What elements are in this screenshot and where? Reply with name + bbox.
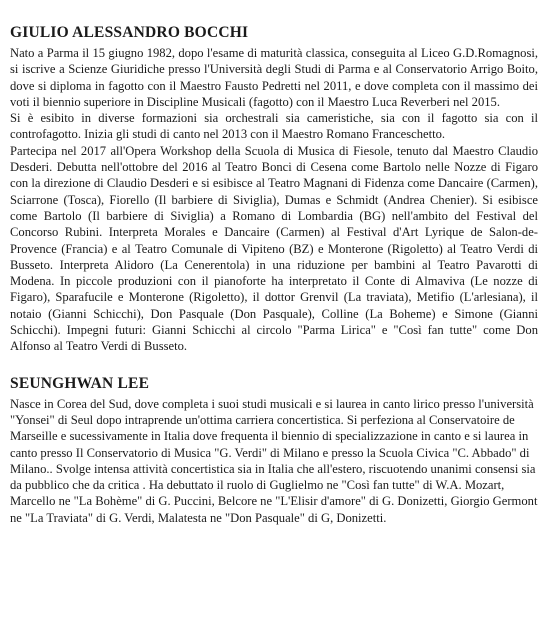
bio-paragraph: Si è esibito in diverse formazioni sia orchestrali sia cameristiche, sia con il fagotto sia con il controfagotto. Inizia gli studi di canto nel 2013 con il Maestro Romano Franceschetto. — [10, 111, 538, 142]
bio-paragraph: Nato a Parma il 15 giugno 1982, dopo l'esame di maturità classica, conseguita al Liceo G.D.Romagnosi, si iscrive a Scienze Giuridiche presso l'Università degli Studi di Parma e al Conservatorio Arrigo Boito, dove si diploma in fagotto con il Maestro Fausto Pedretti nel 2011, e dove completa con il massimo dei voti il biennio superiore in Discipline Musicali (fagotto) con il Maestro Luca Reverberi nel 2015. — [10, 46, 538, 109]
bio-paragraph: Nasce in Corea del Sud, dove completa i suoi studi musicali e si laurea in canto lirico presso l'università "Yonsei" di Seul dopo intraprende un'ottima carriera concertistica. Si perfeziona al Conservatoire de Marseille e sucessivamente in Italia dove frequenta il biennio di specializzazione in canto e si laurea in canto presso Il Conservatorio di Musica "G. Verdi" di Milano e presso la Scuola Civica "C. Abbado" di Milano.. Svolge intensa attività concertistica sia in Italia che all'estero, riscuotendo unanimi consensi sia da pubblico che da critica . Ha debuttato il ruolo di Guglielmo ne "Così fan tutte" di W.A. Mozart, Marcello ne "La Bohème" di G. Puccini, Belcore ne "L'Elisir d'amore" di G. Donizetti, Giorgio Germont ne "La Traviata" di G. Verdi, Malatesta ne "Don Pasquale" di G, Donizetti. — [10, 396, 538, 525]
bio-section-lee — [10, 375, 538, 526]
bio-name-heading: SEUNGHWAN LEE — [10, 374, 150, 392]
bio-section-bocchi — [10, 24, 538, 355]
bio-paragraph: Partecipa nel 2017 all'Opera Workshop della Scuola di Musica di Fiesole, tenuto dal Maestro Claudio Desderi. Debutta nell'ottobre del 2016 al Teatro Bonci di Cesena come Bartolo nelle Nozze di Figaro con la direzione di Claudio Desderi e si esibisce al Teatro Magnani di Fidenza come Dancaire (Carmen), Sciarrone (Tosca), Fiorello (Il barbiere di Siviglia), Dumas e Schmidt (Andrea Chenier). Si esibisce come Bartolo (Il barbiere di Siviglia) a Romano di Lombardia (BG) nell'ambito del Festival del Concorso Rubini. Interpreta Morales e Dancaire (Carmen) al Festival d'Art Lyrique de Salon-de-Provence (Francia) e al Teatro Comunale di Vipiteno (BZ) e Monterone (Rigoletto) al Teatro Verdi di Busseto. Interpreta Alidoro (La Cenerentola) in una riduzione per bambini al Teatro Pavarotti di Modena. In piccole produzioni con il pianoforte ha interpretato il Conte di Almaviva (Le nozze di Figaro), Sparafucile e Monterone (Rigoletto), il dottor Grenvil (La traviata), Metifio (L'arlesiana), il notaio (Gianni Schicchi), Don Pasquale (Don Pasquale), Colline (La Boheme) e Simone (Gianni Schicchi). Impegni futuri: Gianni Schicchi al circolo "Parma Lirica" e "Così fan tutte" come Don Alfonso al Teatro Verdi di Busseto. — [10, 143, 538, 354]
bio-name-heading: GIULIO ALESSANDRO BOCCHI — [10, 24, 249, 41]
